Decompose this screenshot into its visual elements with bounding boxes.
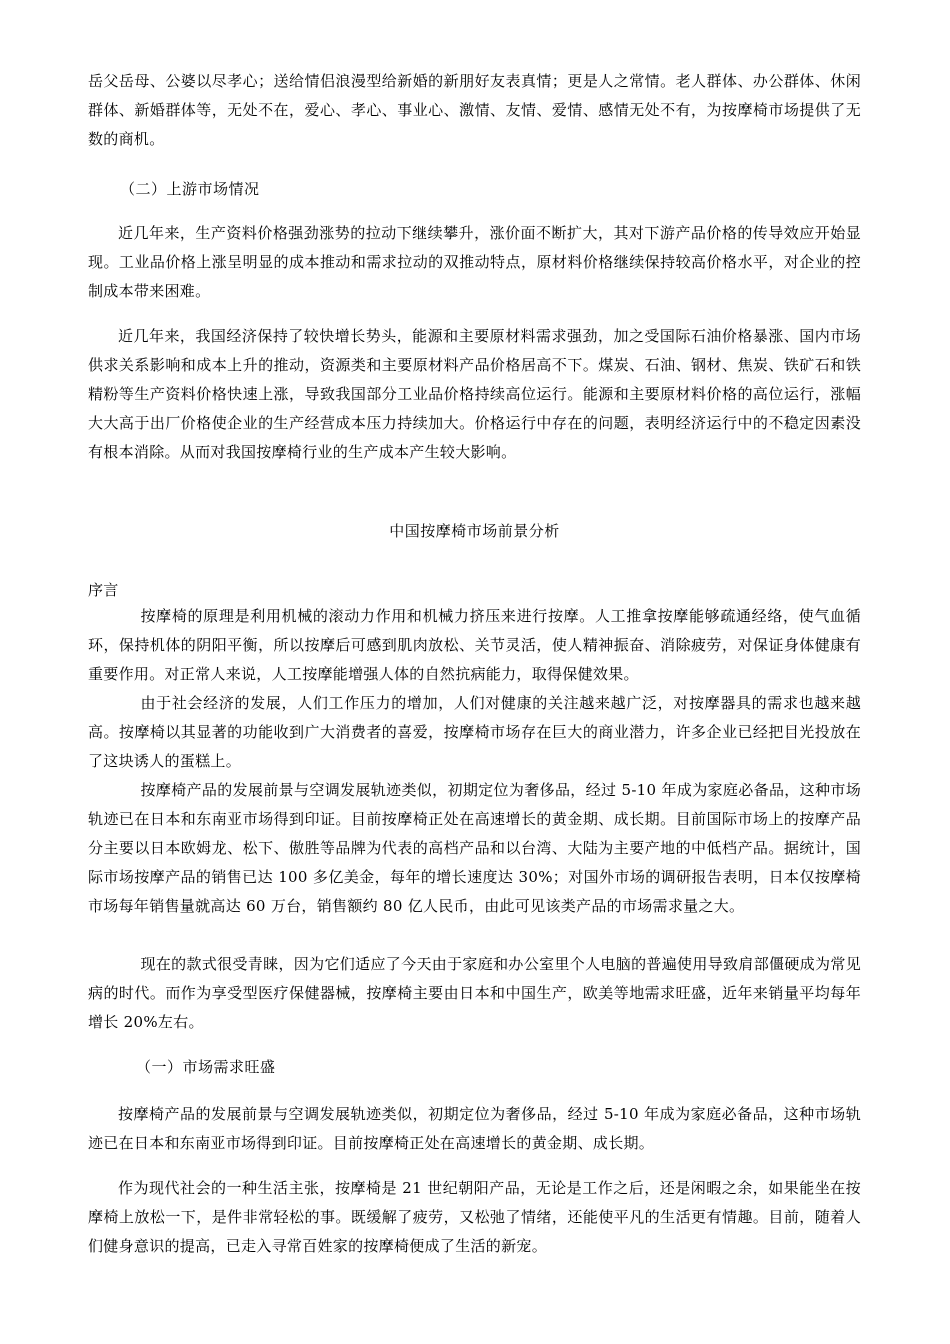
- paragraph-economy-materials: 近几年来，我国经济保持了较快增长势头，能源和主要原材料需求强劲，加之受国际石油价格暴涨、国内市场供求关系影响和成本上升的推动，资源类和主要原材料产品价格居高不下。煤炭、石油、钢材、焦炭、铁矿石和铁精粉等生产资料价格快速上涨，导致我国部分工业品价格持续高位运行。能源和主要原材料价格的高位运行，涨幅大大高于出厂价格使企业的生产经营成本压力持续加大。价格运行中存在的问题，表明经济运行中的不稳定因素没有根本消除。从而对我国按摩椅行业的生产成本产生较大影响。: [88, 327, 861, 461]
- paragraph-gift-market: 岳父岳母、公婆以尽孝心；送给情侣浪漫型给新婚的新朋好友表真情；更是人之常情。老人群体、办公群体、休闲群体、新婚群体等，无处不在，爱心、孝心、事业心、激情、友情、爱情、感情无处不有，为按摩椅市场提供了无数的商机。: [88, 72, 861, 148]
- paragraph-massage-principle: 按摩椅的原理是利用机械的滚动力作用和机械力挤压来进行按摩。人工推拿按摩能够疏通经络，使气血循环，保持机体的阴阳平衡，所以按摩后可感到肌肉放松、关节灵活，使人精神振奋、消除疲劳，对保证身体健康有重要作用。对正常人来说，人工按摩能增强人体的自然抗病能力，取得保健效果。: [88, 607, 861, 683]
- heading-strong-demand: （一）市场需求旺盛: [136, 1058, 276, 1076]
- heading-upstream-market: （二）上游市场情况: [120, 180, 260, 198]
- paragraph-social-demand: 由于社会经济的发展，人们工作压力的增加，人们对健康的关注越来越广泛，对按摩器具的需求也越来越高。按摩椅以其显著的功能收到广大消费者的喜爱，按摩椅市场存在巨大的商业潜力，许多企业已经把目光投放在了这块诱人的蛋糕上。: [88, 694, 861, 770]
- paragraph-demand-outlook: 按摩椅产品的发展前景与空调发展轨迹类似，初期定位为奢侈品，经过 5-10 年成为家庭必备品，这种市场轨迹已在日本和东南亚市场得到印证。目前按摩椅正处在高速增长的黄金期、成长期。: [88, 1105, 861, 1152]
- paragraph-popular-styles: 现在的款式很受青睐，因为它们适应了今天由于家庭和办公室里个人电脑的普遍使用导致肩部僵硬成为常见病的时代。而作为享受型医疗保健器械，按摩椅主要由日本和中国生产，欧美等地需求旺盛，近年来销量平均每年增长 20%左右。: [88, 955, 861, 1031]
- paragraph-upstream-prices: 近几年来，生产资料价格强劲涨势的拉动下继续攀升，涨价面不断扩大，其对下游产品价格的传导效应开始显现。工业品价格上涨呈明显的成本推动和需求拉动的双推动特点，原材料价格继续保持较高价格水平，对企业的控制成本带来困难。: [88, 224, 861, 300]
- paragraph-lifestyle: 作为现代社会的一种生活主张，按摩椅是 21 世纪朝阳产品，无论是工作之后，还是闲暇之余，如果能坐在按摩椅上放松一下，是件非常轻松的事。既缓解了疲劳，又松弛了情绪，还能使平凡的生活更有情趣。目前，随着人们健身意识的提高，已走入寻常百姓家的按摩椅便成了生活的新宠。: [88, 1179, 861, 1255]
- document-title: 中国按摩椅市场前景分析: [389, 522, 560, 540]
- preface-label: 序言: [88, 581, 119, 599]
- paragraph-market-outlook: 按摩椅产品的发展前景与空调发展轨迹类似，初期定位为奢侈品，经过 5-10 年成为家庭必备品，这种市场轨迹已在日本和东南亚市场得到印证。目前按摩椅正处在高速增长的黄金期、成长期。目前国际市场上的按摩产品分主要以日本欧姆龙、松下、傲胜等品牌为代表的高档产品和以台湾、大陆为主要产地的中低档产品。据统计，国际市场按摩产品的销售已达 100 多亿美金，每年的增长速度达 30%；对国外市场的调研报告表明，日本仅按摩椅市场每年销售量就高达 60 万台，销售额约 80 亿人民币，由此可见该类产品的市场需求量之大。: [88, 781, 861, 915]
